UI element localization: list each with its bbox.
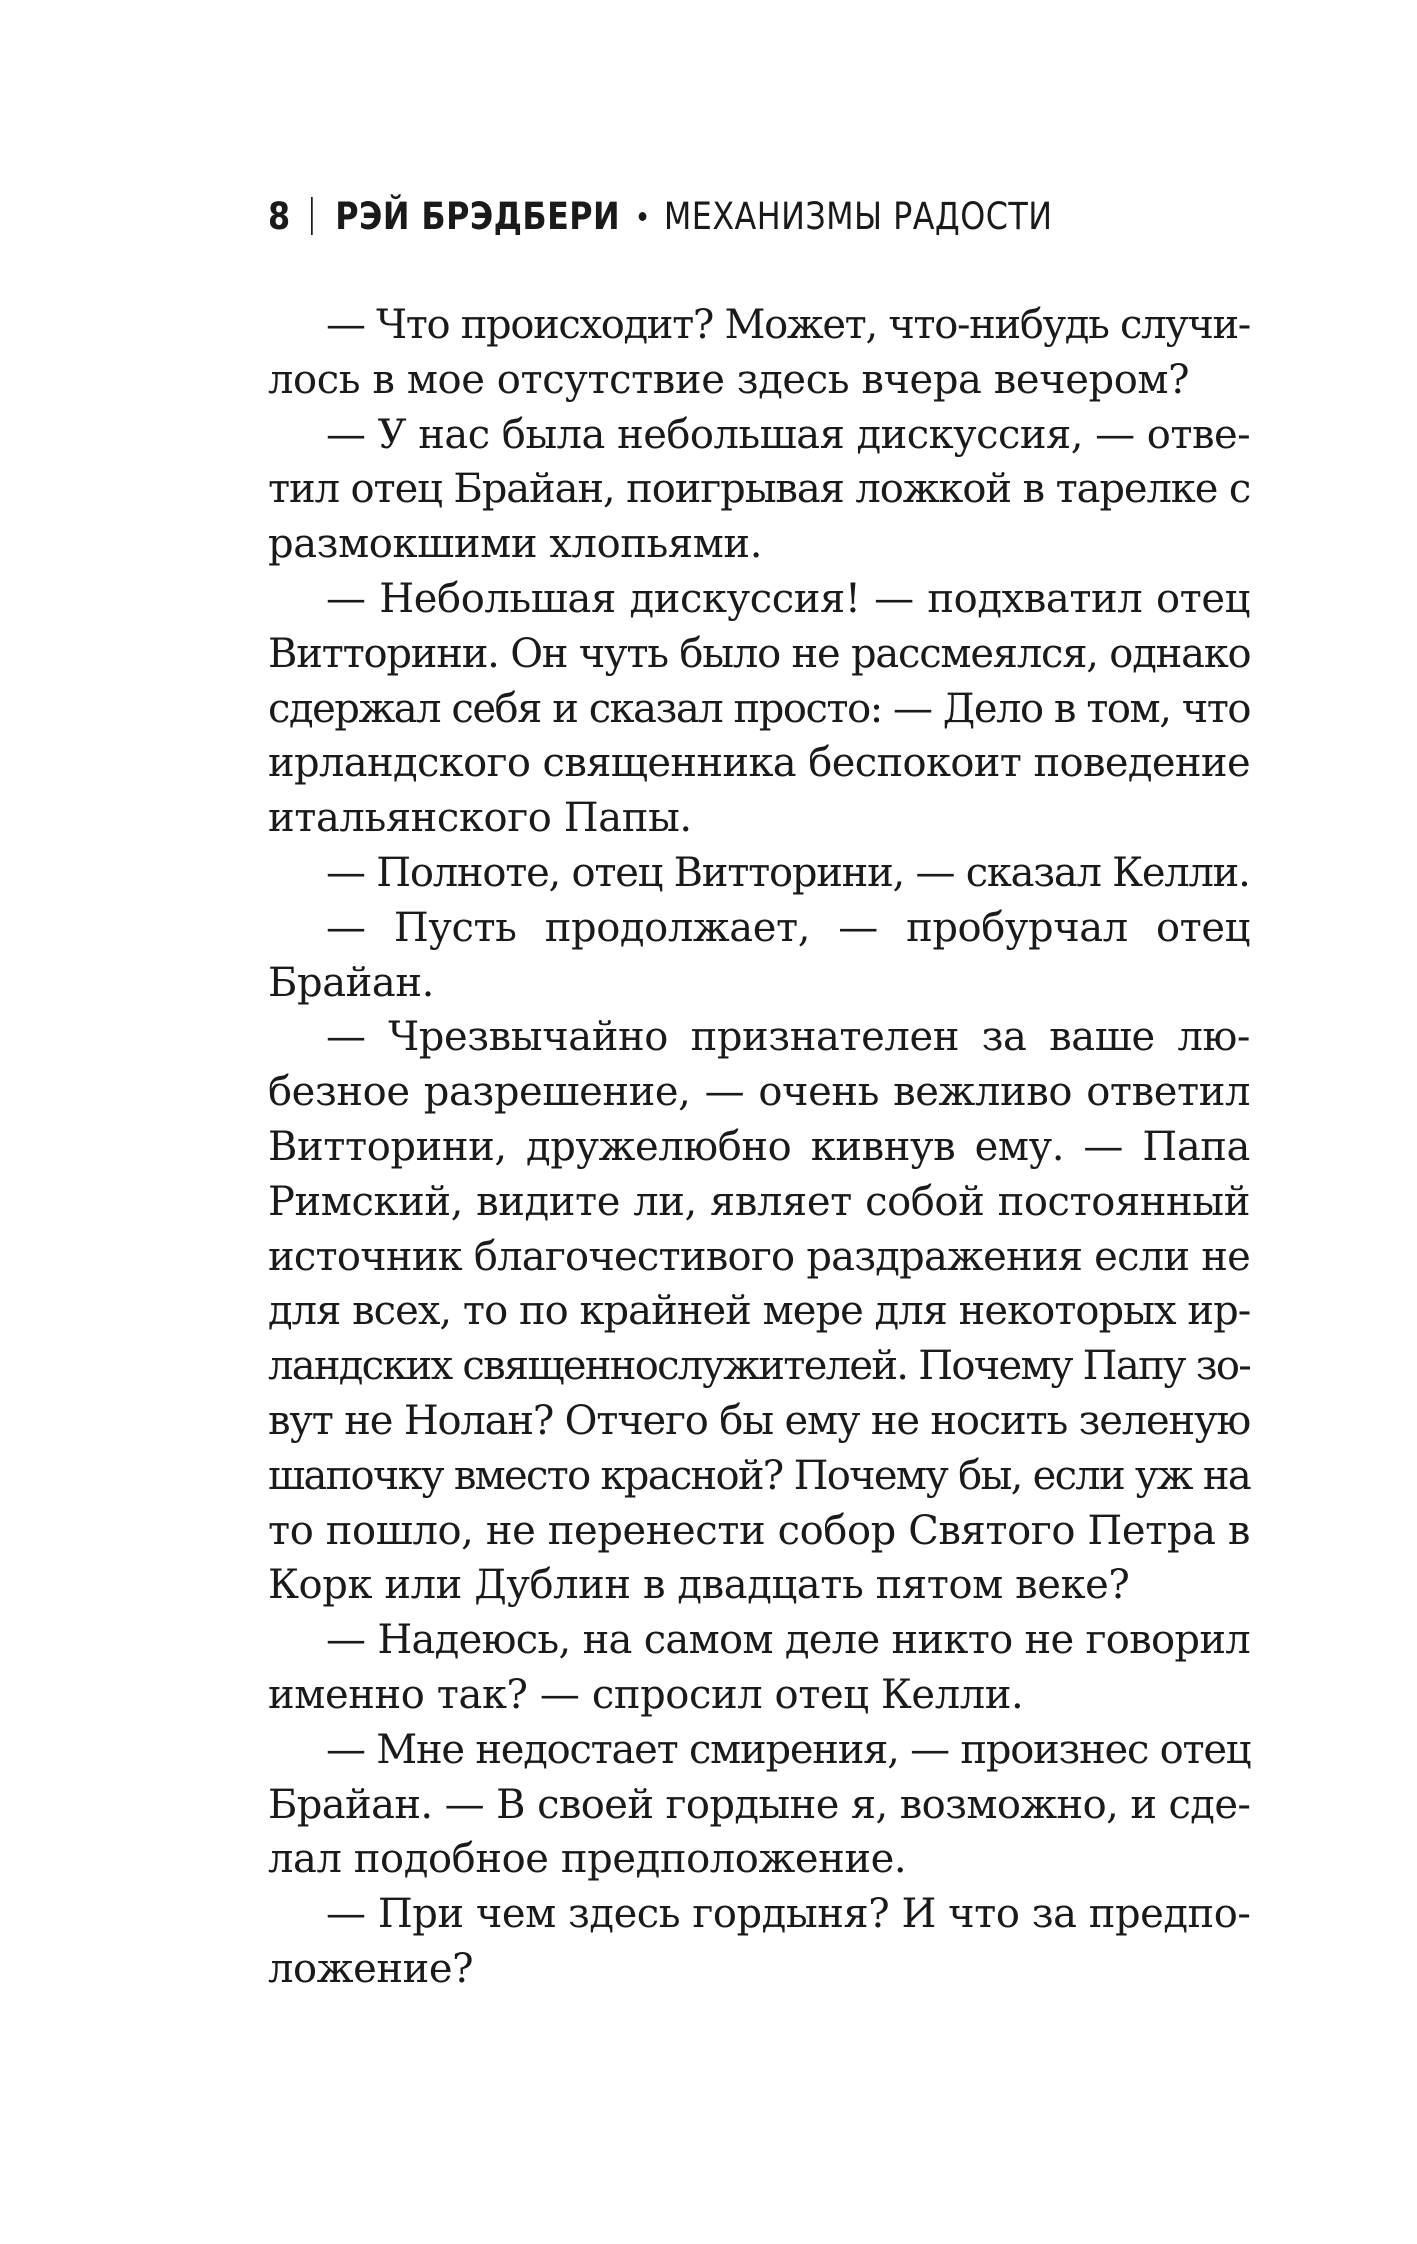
text-line: то пошло, не перенести собор Святого Петра в: [268, 1507, 1250, 1554]
text-line: Витторини, дружелюбно кивнув ему. — Папа: [268, 1123, 1250, 1170]
text-line: Брайан.: [268, 959, 434, 1006]
text-line: — Надеюсь, на самом деле никто не говорил: [326, 1617, 1250, 1664]
text-line: — Пусть продолжает, — пробурчал отец: [326, 904, 1250, 951]
text-line: — Чрезвычайно признателен за ваше лю-: [326, 1014, 1250, 1061]
running-head: [268, 186, 1052, 246]
text-line: тил отец Брайан, поигрывая ложкой в тарелке с: [268, 466, 1251, 513]
text-line: ложение?: [268, 1945, 474, 1992]
text-line: шапочку вместо красной? Почему бы, если уж на: [268, 1452, 1250, 1499]
text-line: Брайан. — В своей гордыне я, возможно, и сде-: [268, 1781, 1251, 1828]
text-line: сдержал себя и сказал просто: — Дело в том, что: [268, 685, 1250, 732]
text-line: итальянского Папы.: [268, 795, 692, 842]
text-line: лось в мое отсутствие здесь вчера вечером?: [268, 356, 1190, 403]
text-line: ирландского священника беспокоит поведение: [268, 740, 1250, 787]
text-line: — Что происходит? Может, что-нибудь случи-: [326, 302, 1250, 348]
header-divider: [311, 197, 313, 235]
text-line: именно так? — спросил отец Келли.: [268, 1671, 1024, 1718]
text-line: — Небольшая дискуссия! — подхватил отец: [326, 575, 1250, 622]
text-line: — Полноте, отец Витторини, — сказал Келли.: [326, 849, 1250, 896]
bullet-separator: [639, 212, 647, 221]
text-line: безное разрешение, — очень вежливо ответил: [268, 1069, 1250, 1116]
text-line: — При чем здесь гордыня? И что за предпо-: [326, 1891, 1251, 1938]
text-line: Витторини. Он чуть было не рассмеялся, однако: [268, 630, 1251, 677]
text-line: размокшими хлопьями.: [268, 521, 763, 568]
page-number: 8: [268, 194, 291, 238]
author-name: РЭЙ БРЭДБЕРИ: [335, 194, 621, 238]
text-line: — У нас была небольшая дискуссия, — отве-: [326, 411, 1251, 458]
text-line: ландских священнослужителей. Почему Папу зо-: [268, 1343, 1250, 1390]
text-line: Корк или Дублин в двадцать пятом веке?: [268, 1562, 1130, 1609]
text-line: источник благочестивого раздражения если не: [268, 1233, 1250, 1280]
text-line: для всех, то по крайней мере для некоторых ир-: [268, 1288, 1251, 1335]
text-line: Римский, видите ли, являет собой постоянный: [268, 1178, 1250, 1225]
book-title: МЕХАНИЗМЫ РАДОСТИ: [663, 194, 1053, 238]
text-line: вут не Нолан? Отчего бы ему не носить зеленую: [268, 1397, 1250, 1444]
body-text: [268, 298, 1250, 1997]
text-line: — Мне недостает смирения, — произнес отец: [326, 1726, 1251, 1773]
text-line: лал подобное предположение.: [268, 1836, 907, 1883]
